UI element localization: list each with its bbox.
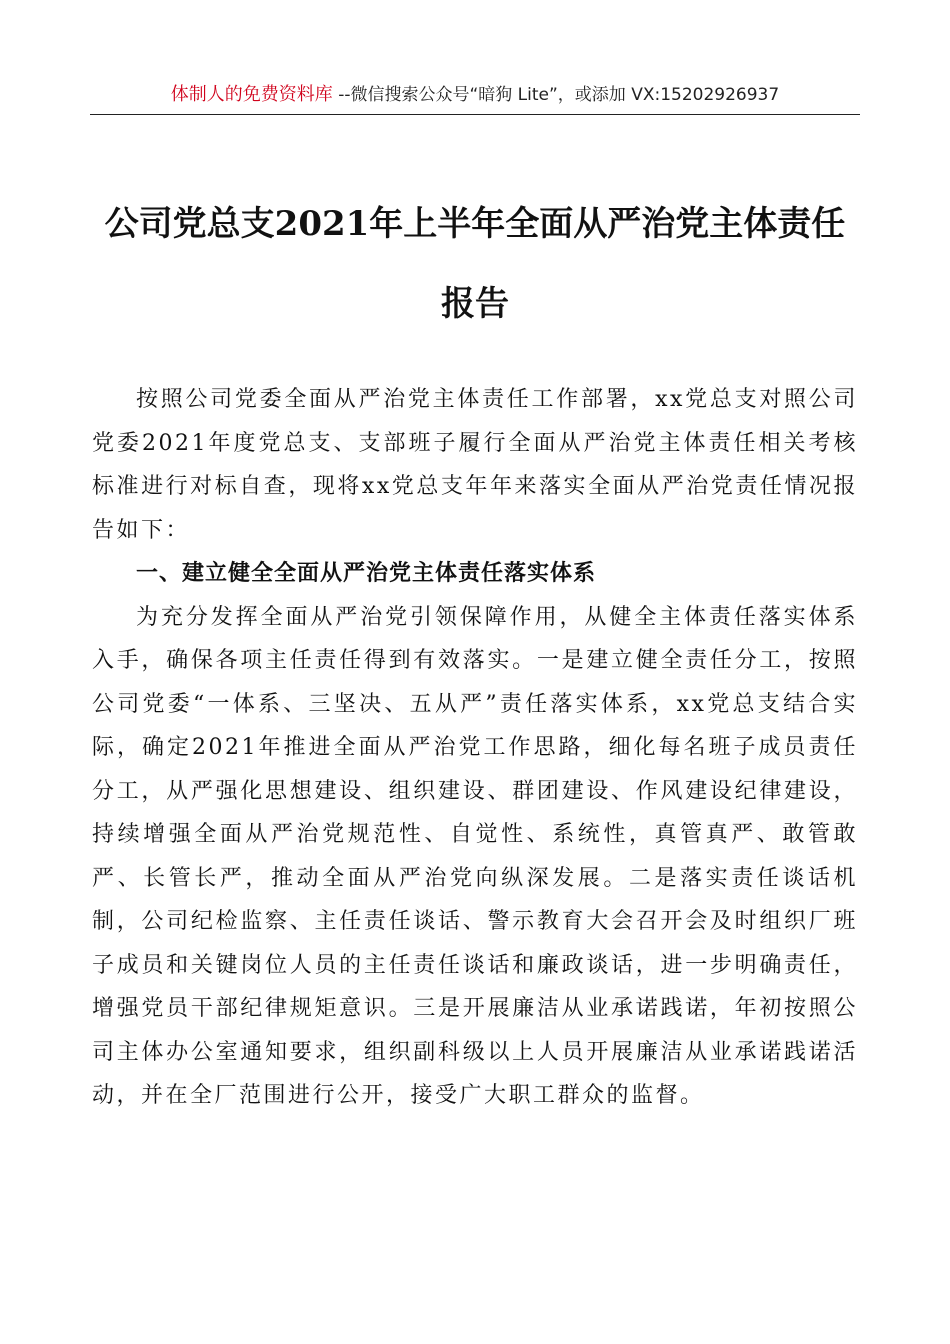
title-line-1: 公司党总支2021年上半年全面从严治党主体责任 [104,204,846,244]
title-line-2: 报告 [441,284,509,324]
document-title [90,184,860,344]
header-contact: --微信搜索公众号“暗狗 Lite”，或添加 VX:15202926937 [332,85,780,105]
section-1-paragraph: 为充分发挥全面从严治党引领保障作用，从健全主体责任落实体系入手，确保各项主任责任得到有效落实。一是建立健全责任分工，按照公司党委“一体系、三坚决、五从严”责任落实体系，xx党总支结合实际，确定2021年推进全面从严治党工作思路，细化每名班子成员责任分工，从严强化思想建设、组织建设、群团建设、作风建设纪律建设，持续增强全面从严治党规范性、自觉性、系统性，真管真严、敢管敢严、长管长严，推动全面从严治党向纵深发展。二是落实责任谈话机制，公司纪检监察、主任责任谈话、警示教育大会召开会及时组织厂班子成员和关键岗位人员的主任责任谈话和廉政谈话，进一步明确责任，增强党员干部纪律规矩意识。三是开展廉洁从业承诺践诺，年初按照公司主体办公室通知要求，组织副科级以上人员开展廉洁从业承诺践诺活动，并在全厂范围进行公开，接受广大职工群众的监督。 [92,604,858,1108]
document-body [92,378,858,1118]
section-1-heading: 一、建立健全全面从严治党主体责任落实体系 [136,561,597,586]
page-header [90,82,860,115]
header-site-name: 体制人的免费资料库 [170,84,333,105]
intro-paragraph: 按照公司党委全面从严治党主体责任工作部署，xx党总支对照公司党委2021年度党总支、支部班子履行全面从严治党主体责任相关考核标准进行对标自查，现将xx党总支年年来落实全面从严治党责任情况报告如下： [92,387,858,543]
